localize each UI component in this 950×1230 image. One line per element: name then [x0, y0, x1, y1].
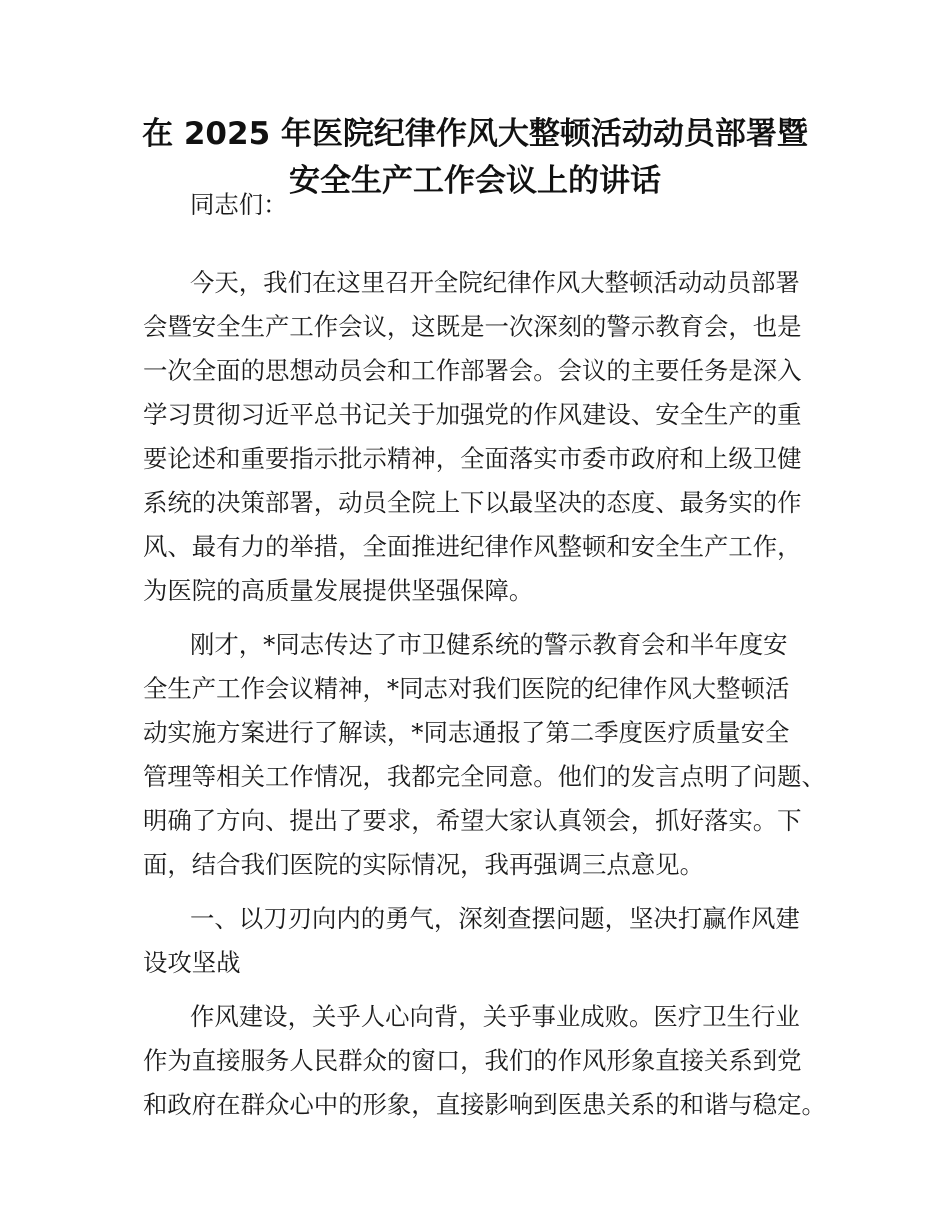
- paragraph-1-line-6: 系统的决策部署，动员全院上下以最坚决的态度、最务实的作: [143, 488, 802, 517]
- paragraph-2-line-2: 全生产工作会议精神，*同志对我们医院的纪律作风大整顿活: [143, 674, 790, 703]
- paragraph-2-line-5: 明确了方向、提出了要求，希望大家认真领会，抓好落实。下: [143, 806, 802, 835]
- paragraph-3-line-1: 作风建设，关乎人心向背，关乎事业成败。医疗卫生行业: [190, 1002, 800, 1031]
- paragraph-2-line-6: 面，结合我们医院的实际情况，我再强调三点意见。: [143, 850, 704, 879]
- paragraph-2-line-1: 刚才，*同志传达了市卫健系统的警示教育会和半年度安: [190, 630, 788, 659]
- paragraph-1-line-8: 为医院的高质量发展提供坚强保障。: [143, 576, 534, 605]
- paragraph-1-line-4: 学习贯彻习近平总书记关于加强党的作风建设、安全生产的重: [143, 400, 802, 429]
- document-title-line-2: 安全生产工作会议上的讲话: [289, 163, 661, 199]
- paragraph-2-line-3: 动实施方案进行了解读，*同志通报了第二季度医疗质量安全: [143, 718, 790, 747]
- paragraph-1-line-2: 会暨安全生产工作会议，这既是一次深刻的警示教育会，也是: [143, 312, 802, 341]
- paragraph-1-line-7: 风、最有力的举措，全面推进纪律作风整顿和安全生产工作，: [143, 532, 802, 561]
- section-heading-1-line-1: 一、以刀刃向内的勇气，深刻查摆问题，坚决打赢作风建: [190, 904, 800, 933]
- section-heading-1-line-2: 设攻坚战: [143, 948, 241, 977]
- paragraph-1-line-1: 今天，我们在这里召开全院纪律作风大整顿活动动员部署: [190, 268, 800, 297]
- paragraph-1-line-5: 要论述和重要指示批示精神，全面落实市委市政府和上级卫健: [143, 444, 802, 473]
- salutation: 同志们：: [190, 190, 288, 219]
- paragraph-1-line-3: 一次全面的思想动员会和工作部署会。会议的主要任务是深入: [143, 356, 802, 385]
- document-title-line-1: 在 2025 年医院纪律作风大整顿活动动员部署暨: [142, 116, 808, 152]
- paragraph-3-line-3: 和政府在群众心中的形象，直接影响到医患关系的和谐与稳定。: [143, 1090, 826, 1119]
- paragraph-2-line-4: 管理等相关工作情况，我都完全同意。他们的发言点明了问题、: [143, 762, 826, 791]
- paragraph-3-line-2: 作为直接服务人民群众的窗口，我们的作风形象直接关系到党: [143, 1046, 802, 1075]
